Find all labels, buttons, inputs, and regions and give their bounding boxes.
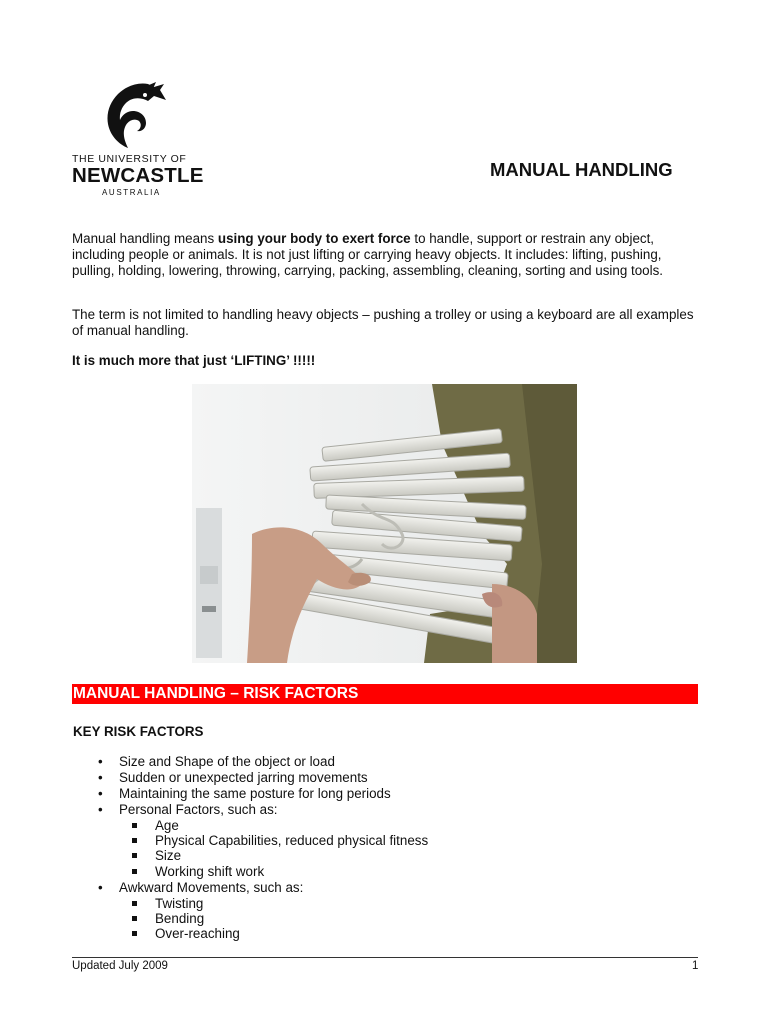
sub-list-item-text: Age xyxy=(155,818,179,833)
bullet-icon: • xyxy=(98,786,103,801)
sub-list-item-text: Over-reaching xyxy=(155,926,240,942)
risk-factors-list xyxy=(72,754,672,942)
intro-text-start: Manual handling means xyxy=(72,231,218,246)
square-bullet-icon xyxy=(132,916,137,921)
sub-list-item xyxy=(72,926,672,941)
intro-paragraph xyxy=(72,231,702,278)
list-item-text: Personal Factors, such as: xyxy=(119,802,278,817)
square-bullet-icon xyxy=(132,901,137,906)
sub-list-item xyxy=(72,833,672,848)
horse-head-emblem-icon xyxy=(98,80,170,152)
list-item xyxy=(72,754,672,770)
list-item-text: Size and Shape of the object or load xyxy=(119,754,335,769)
page-number: 1 xyxy=(692,960,699,972)
logo-line-3: AUSTRALIA xyxy=(102,188,161,197)
list-item xyxy=(72,880,672,942)
square-bullet-icon xyxy=(132,823,137,828)
section-heading: MANUAL HANDLING – RISK FACTORS xyxy=(73,685,359,702)
intro-bold-phrase: using your body to exert force xyxy=(217,231,411,246)
sub-list-item-text: Size xyxy=(155,848,182,864)
sub-list-item xyxy=(72,818,672,833)
sub-list-item xyxy=(72,896,672,911)
bullet-icon: • xyxy=(98,770,103,785)
square-bullet-icon xyxy=(132,853,137,858)
awkward-movements-sublist xyxy=(119,896,672,942)
sub-list-item xyxy=(72,848,672,863)
personal-factors-sublist xyxy=(119,818,672,879)
list-item xyxy=(72,786,672,802)
logo-line-1: THE UNIVERSITY OF xyxy=(72,153,187,165)
key-risk-factors-heading: KEY RISK FACTORS xyxy=(73,724,204,739)
keyboards-photo xyxy=(192,384,577,663)
document-title: MANUAL HANDLING xyxy=(490,159,673,180)
footer-updated-date: Updated July 2009 xyxy=(72,960,168,972)
sub-list-item xyxy=(72,911,672,926)
list-item xyxy=(72,802,672,879)
list-item-text: Maintaining the same posture for long periods xyxy=(119,786,391,801)
risk-factors-section-bar xyxy=(72,684,698,704)
sub-list-item-text: Physical Capabilities, reduced physical fitness xyxy=(155,833,429,849)
list-item-text: Awkward Movements, such as: xyxy=(119,879,304,895)
emphasis-line: It is much more that just ‘LIFTING’ !!!!! xyxy=(72,353,316,368)
bullet-icon: • xyxy=(98,802,103,817)
logo-line-2: NEWCASTLE xyxy=(72,164,204,187)
sub-list-item-text: Working shift work xyxy=(155,863,265,879)
sub-list-item xyxy=(72,864,672,879)
scope-paragraph: The term is not limited to handling heavy objects – pushing a trolley or using a keyboard are all examples of manual handling. xyxy=(72,307,694,338)
square-bullet-icon xyxy=(132,838,137,843)
university-logo xyxy=(72,80,202,200)
list-item xyxy=(72,770,672,786)
list-item-text: Sudden or unexpected jarring movements xyxy=(119,770,368,785)
square-bullet-icon xyxy=(132,931,137,936)
sub-list-item-text: Bending xyxy=(155,911,205,927)
person-carrying-keyboards-illustration xyxy=(192,384,577,663)
bullet-icon: • xyxy=(98,879,103,895)
sub-list-item-text: Twisting xyxy=(155,895,204,911)
intro-text-rest: to handle, support or restrain any object, including people or animals. It is not just lifting or carrying heavy objects. It includes: lifting, pushing, pulling, holding, lowering, throwing, carrying, packing, assembling, cleaning, sorting and using tools. xyxy=(72,231,664,278)
square-bullet-icon xyxy=(132,869,137,874)
footer-divider xyxy=(72,957,698,958)
bullet-icon: • xyxy=(98,754,103,769)
